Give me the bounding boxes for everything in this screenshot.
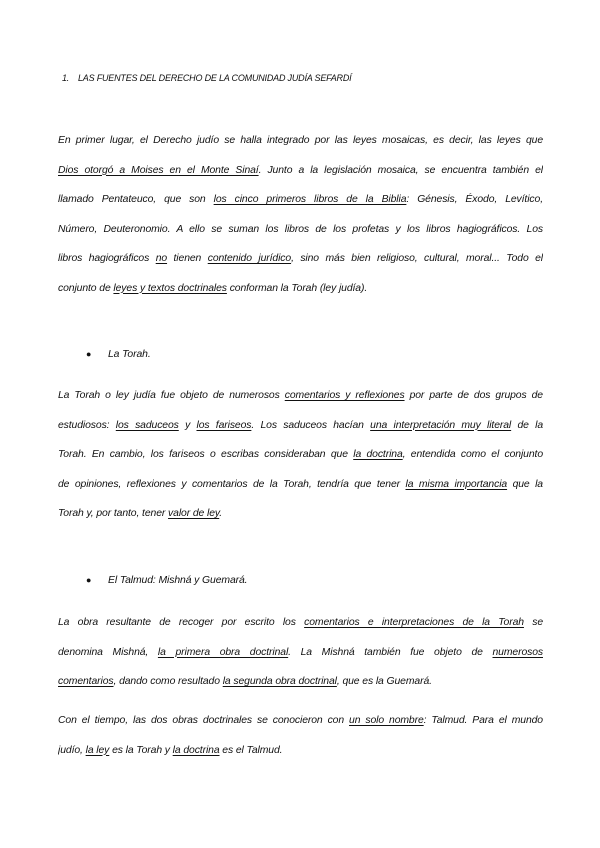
text-line: [58, 185, 543, 215]
text-run: , que es la Guemará.: [336, 676, 432, 687]
underlined-phrase: valor de ley: [168, 508, 220, 519]
text-run: es el Talmud.: [219, 744, 283, 756]
text-line: [58, 411, 543, 441]
text-run: de opiniones, reflexiones y comentarios de la Torah, tendría que tener: [58, 478, 406, 490]
underlined-phrase: comentarios e interpretaciones de la Torah: [304, 617, 524, 628]
text-run: denomina Mishná,: [58, 646, 158, 658]
section-title: LAS FUENTES DEL DERECHO DE LA COMUNIDAD JUDÍA SEFARDÍ: [78, 73, 352, 83]
text-run: En primer lugar, el Derecho judío se halla integrado por las leyes mosaicas, es decir, las leyes que: [58, 135, 543, 146]
underlined-phrase: contenido jurídico: [207, 253, 292, 264]
underlined-phrase: no: [155, 253, 168, 264]
underlined-phrase: una interpretación muy literal: [370, 419, 512, 431]
bullet-label: La Torah.: [108, 349, 151, 360]
text-line: [58, 440, 543, 470]
underlined-phrase: la ley: [85, 744, 110, 756]
underlined-phrase: comentarios: [58, 676, 114, 687]
text-run: . Los saduceos hacían: [251, 419, 371, 431]
text-line: [58, 126, 543, 156]
text-run: se: [523, 617, 543, 628]
bullet-icon: ●: [86, 349, 92, 359]
intro-paragraph: [58, 126, 543, 303]
section-number: 1.: [62, 73, 70, 83]
conclusion-paragraph: [58, 706, 543, 765]
underlined-phrase: la primera obra doctrinal: [157, 646, 289, 658]
text-run: : Génesis, Éxodo, Levítico,: [406, 194, 543, 205]
text-line: [58, 706, 543, 736]
text-run: es la Torah y: [109, 744, 173, 756]
text-run: La Torah o ley judía fue objeto de numerosos: [58, 390, 285, 401]
underlined-phrase: la doctrina: [172, 744, 220, 756]
underlined-phrase: numerosos: [492, 646, 543, 658]
underlined-phrase: la misma importancia: [405, 478, 508, 490]
torah-paragraph: [58, 381, 543, 529]
text-run: tienen: [167, 253, 208, 264]
underlined-phrase: los saduceos: [115, 419, 179, 431]
text-line: [58, 499, 543, 529]
text-run: Torah. En cambio, los fariseos o escribas consideraban que: [58, 449, 354, 460]
text-run: conforman la Torah (ley judía).: [226, 282, 368, 294]
text-line: [58, 274, 543, 304]
text-run: y: [178, 419, 197, 431]
text-line: [58, 381, 543, 411]
text-run: Torah y, por tanto, tener: [58, 508, 169, 519]
underlined-phrase: un solo nombre: [349, 715, 424, 726]
text-run: de la: [511, 419, 543, 431]
text-run: : Talmud. Para el mundo: [423, 715, 543, 726]
text-run: , entendida como el conjunto: [402, 449, 543, 460]
text-line: [58, 470, 543, 500]
underlined-phrase: Dios otorgó a Moises en el Monte Sinaí: [58, 164, 259, 176]
text-run: judío,: [58, 744, 86, 756]
bullet-label: El Talmud: Mishná y Guemará.: [108, 575, 248, 586]
bullet-torah: [86, 349, 151, 360]
section-heading: [62, 73, 351, 83]
text-line: [58, 156, 543, 186]
text-run: Con el tiempo, las dos obras doctrinales se conocieron con: [58, 715, 350, 726]
text-line: [58, 736, 543, 766]
bullet-talmud: [86, 575, 247, 586]
text-run: estudiosos:: [58, 419, 116, 431]
underlined-phrase: la segunda obra doctrinal: [222, 676, 337, 687]
underlined-phrase: leyes y textos doctrinales: [113, 282, 227, 294]
text-run: .: [219, 508, 223, 519]
text-run: llamado Pentateuco, que son: [58, 194, 214, 205]
text-run: , dando como resultado: [113, 676, 223, 687]
talmud-paragraph: [58, 608, 543, 697]
text-run: libros hagiográficos: [58, 253, 156, 264]
text-run: por parte de dos grupos de: [404, 390, 543, 401]
text-run: , sino más bien religioso, cultural, moral... Todo el: [291, 253, 543, 264]
text-line: [58, 244, 543, 274]
text-run: Número, Deuteronomio. A ello se suman los libros de los profetas y los libros hagiográficos. Los: [58, 223, 543, 235]
text-line: [58, 638, 543, 668]
text-run: La obra resultante de recoger por escrito los: [58, 617, 305, 628]
text-line: [58, 215, 543, 245]
text-run: conjunto de: [58, 282, 114, 294]
underlined-phrase: la doctrina: [353, 449, 403, 460]
underlined-phrase: comentarios y reflexiones: [284, 390, 405, 401]
underlined-phrase: los cinco primeros libros de la Biblia: [213, 194, 407, 205]
bullet-icon: ●: [86, 575, 92, 585]
text-line: [58, 608, 543, 638]
text-line: [58, 667, 543, 697]
text-run: . Junto a la legislación mosaica, se encuentra también el: [258, 164, 543, 176]
text-run: que la: [507, 478, 543, 490]
text-run: . La Mishná también fue objeto de: [288, 646, 493, 658]
underlined-phrase: los fariseos: [196, 419, 252, 431]
